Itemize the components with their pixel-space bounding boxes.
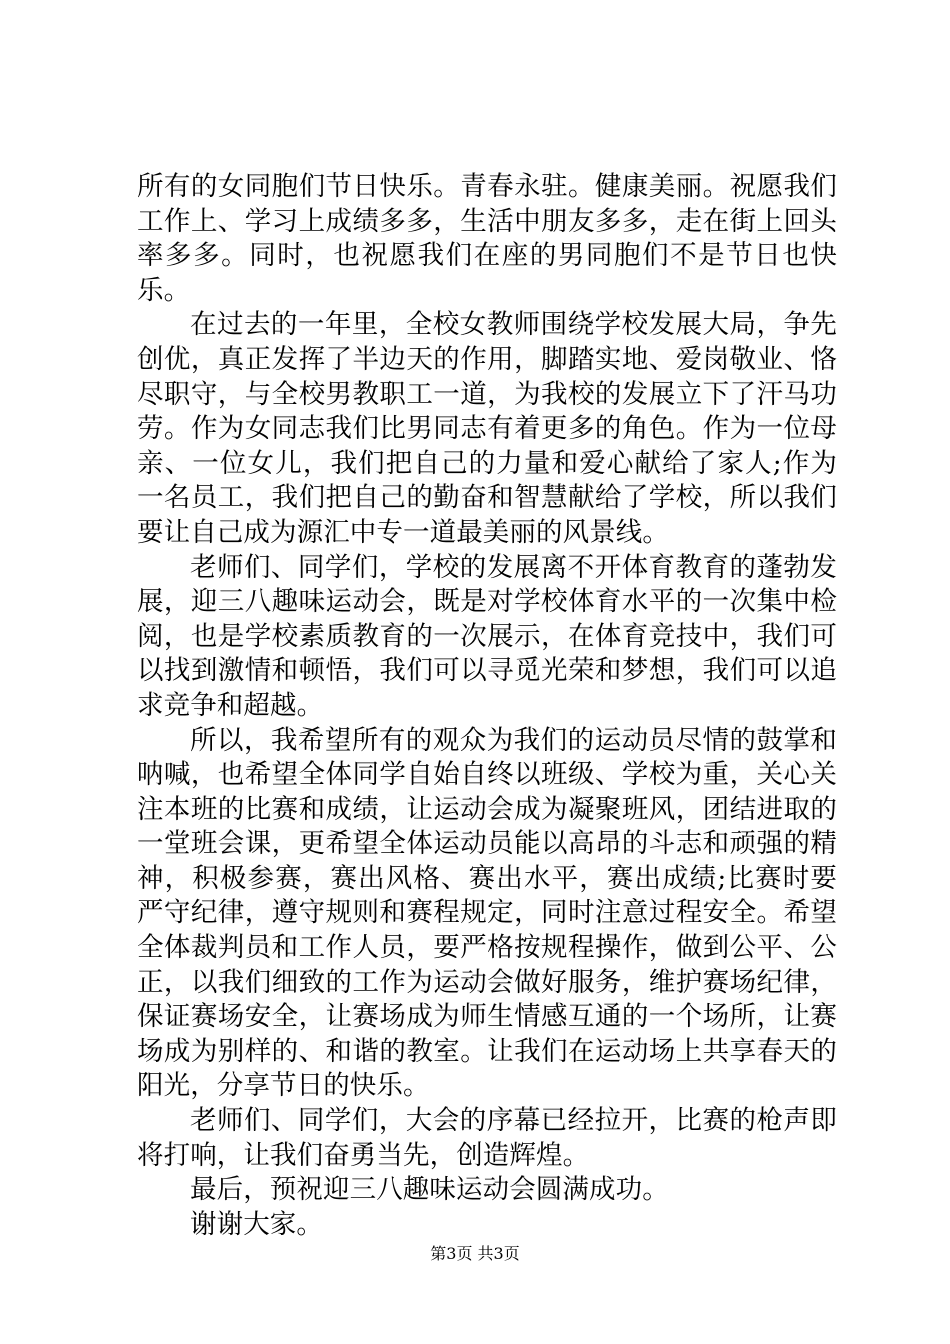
paragraph-hopes: 所以，我希望所有的观众为我们的运动员尽情的鼓掌和呐喊，也希望全体同学自始自终以班级、学校为重，关心关注本班的比赛和成绩，让运动会成为凝聚班风，团结进取的一堂班会课，更希望全体运动员能以高昂的斗志和顽强的精神，积极参赛，赛出风格、赛出水平，赛出成绩;比赛时要严守纪律，遵守规则和赛程规定，同时注意过程安全。希望全体裁判员和工作人员，要严格按规程操作，做到公平、公正，以我们细致的工作为运动会做好服务，维护赛场纪律，保证赛场安全，让赛场成为师生情感互通的一个场所，让赛场成为别样的、和谐的教室。让我们在运动场上共享春天的阳光，分享节日的快乐。 [137, 724, 837, 1102]
paragraph-past-year: 在过去的一年里，全校女教师围绕学校发展大局，争先创优，真正发挥了半边天的作用，脚踏实地、爱岗敬业、恪尽职守，与全校男教职工一道，为我校的发展立下了汗马功劳。作为女同志我们比男同志有着更多的角色。作为一位母亲、一位女儿，我们把自己的力量和爱心献给了家人;作为一名员工，我们把自己的勤奋和智慧献给了学校，所以我们要让自己成为源汇中专一道最美丽的风景线。 [137, 309, 837, 548]
paragraph-sports-meeting: 老师们、同学们，学校的发展离不开体育教育的蓬勃发展，迎三八趣味运动会，既是对学校体育水平的一次集中检阅，也是学校素质教育的一次展示，在体育竞技中，我们可以找到激情和顿悟，我们可以寻觅光荣和梦想，我们可以追求竞争和超越。 [137, 551, 837, 721]
paragraph-greeting: 所有的女同胞们节日快乐。青春永驻。健康美丽。祝愿我们工作上、学习上成绩多多，生活中朋友多多，走在街上回头率多多。同时，也祝愿我们在座的男同胞们不是节日也快乐。 [137, 171, 837, 306]
paragraph-wish: 最后，预祝迎三八趣味运动会圆满成功。 [190, 1174, 669, 1206]
page-number-footer: 第3页 共3页 [430, 1244, 520, 1263]
paragraph-opening: 老师们、同学们，大会的序幕已经拉开，比赛的枪声即将打响，让我们奋勇当先，创造辉煌。 [137, 1105, 837, 1171]
document-body [137, 170, 837, 1242]
paragraph-thanks: 谢谢大家。 [190, 1208, 323, 1240]
